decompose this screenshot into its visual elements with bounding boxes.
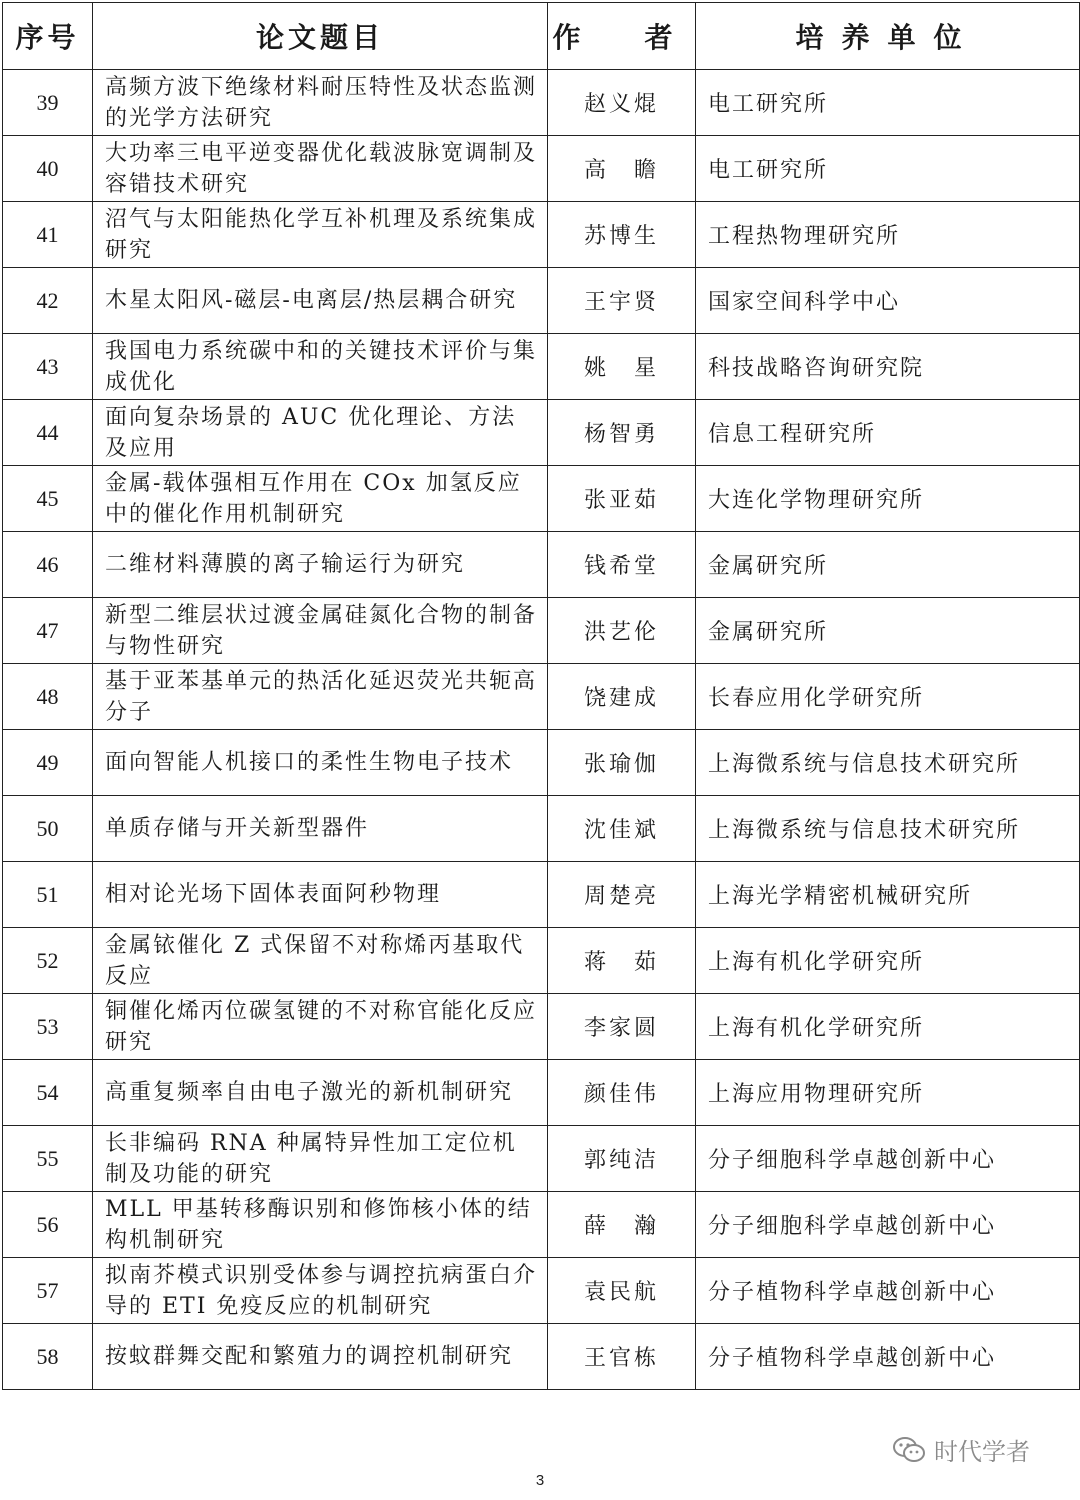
thesis-title: 金属铱催化 Z 式保留不对称烯丙基取代反应 [93, 928, 548, 994]
row-number: 44 [3, 400, 93, 466]
wechat-icon [892, 1436, 926, 1464]
author-name: 苏博生 [548, 202, 696, 268]
table-row [3, 862, 1080, 928]
author-name: 李家圆 [548, 994, 696, 1060]
row-number: 55 [3, 1126, 93, 1192]
training-unit: 国家空间科学中心 [696, 268, 1080, 334]
thesis-title: 面向复杂场景的 AUC 优化理论、方法及应用 [93, 400, 548, 466]
row-number: 48 [3, 664, 93, 730]
thesis-title: 基于亚苯基单元的热活化延迟荧光共轭高分子 [93, 664, 548, 730]
author-name: 高 瞻 [548, 136, 696, 202]
author-name: 郭纯洁 [548, 1126, 696, 1192]
training-unit: 分子细胞科学卓越创新中心 [696, 1126, 1080, 1192]
row-number: 42 [3, 268, 93, 334]
thesis-title: 面向智能人机接口的柔性生物电子技术 [93, 730, 548, 796]
row-number: 49 [3, 730, 93, 796]
table-row [3, 664, 1080, 730]
table-row [3, 928, 1080, 994]
table-row [3, 1126, 1080, 1192]
table-row [3, 136, 1080, 202]
row-number: 57 [3, 1258, 93, 1324]
table-row [3, 1192, 1080, 1258]
author-name: 袁民航 [548, 1258, 696, 1324]
row-number: 41 [3, 202, 93, 268]
row-number: 50 [3, 796, 93, 862]
table-row [3, 70, 1080, 136]
row-number: 40 [3, 136, 93, 202]
thesis-title: 按蚊群舞交配和繁殖力的调控机制研究 [93, 1324, 548, 1390]
author-name: 沈佳斌 [548, 796, 696, 862]
row-number: 58 [3, 1324, 93, 1390]
thesis-title: 相对论光场下固体表面阿秒物理 [93, 862, 548, 928]
table-row [3, 532, 1080, 598]
thesis-title: 高重复频率自由电子激光的新机制研究 [93, 1060, 548, 1126]
author-name: 张瑜伽 [548, 730, 696, 796]
table-row [3, 334, 1080, 400]
author-name: 张亚茹 [548, 466, 696, 532]
wechat-watermark [892, 1432, 1030, 1467]
thesis-title: 高频方波下绝缘材料耐压特性及状态监测的光学方法研究 [93, 70, 548, 136]
thesis-title: 沼气与太阳能热化学互补机理及系统集成研究 [93, 202, 548, 268]
author-name: 王宇贤 [548, 268, 696, 334]
table-row [3, 796, 1080, 862]
row-number: 53 [3, 994, 93, 1060]
author-name: 姚 星 [548, 334, 696, 400]
training-unit: 长春应用化学研究所 [696, 664, 1080, 730]
author-name: 王官栋 [548, 1324, 696, 1390]
author-name: 颜佳伟 [548, 1060, 696, 1126]
table-row [3, 400, 1080, 466]
table-body [3, 70, 1080, 1390]
row-number: 54 [3, 1060, 93, 1126]
training-unit: 工程热物理研究所 [696, 202, 1080, 268]
header-author: 作 者 [548, 3, 696, 70]
author-name: 薛 瀚 [548, 1192, 696, 1258]
row-number: 39 [3, 70, 93, 136]
table-row [3, 598, 1080, 664]
thesis-title: MLL 甲基转移酶识别和修饰核小体的结构机制研究 [93, 1192, 548, 1258]
thesis-title: 木星太阳风-磁层-电离层/热层耦合研究 [93, 268, 548, 334]
header-title: 论文题目 [93, 3, 548, 70]
training-unit: 分子细胞科学卓越创新中心 [696, 1192, 1080, 1258]
table-row [3, 268, 1080, 334]
row-number: 45 [3, 466, 93, 532]
author-name: 杨智勇 [548, 400, 696, 466]
thesis-title: 拟南芥模式识别受体参与调控抗病蛋白介导的 ETI 免疫反应的机制研究 [93, 1258, 548, 1324]
table-row [3, 466, 1080, 532]
table-row [3, 1324, 1080, 1390]
thesis-title: 我国电力系统碳中和的关键技术评价与集成优化 [93, 334, 548, 400]
watermark-text: 时代学者 [934, 1438, 1030, 1466]
thesis-award-table [2, 2, 1080, 1390]
training-unit: 信息工程研究所 [696, 400, 1080, 466]
table-row [3, 1060, 1080, 1126]
header-no: 序号 [3, 3, 93, 70]
table-row [3, 994, 1080, 1060]
header-unit: 培养单位 [696, 3, 1080, 70]
training-unit: 金属研究所 [696, 598, 1080, 664]
training-unit: 上海有机化学研究所 [696, 994, 1080, 1060]
training-unit: 科技战略咨询研究院 [696, 334, 1080, 400]
author-name: 蒋 茹 [548, 928, 696, 994]
training-unit: 上海光学精密机械研究所 [696, 862, 1080, 928]
training-unit: 电工研究所 [696, 70, 1080, 136]
training-unit: 分子植物科学卓越创新中心 [696, 1324, 1080, 1390]
training-unit: 金属研究所 [696, 532, 1080, 598]
row-number: 43 [3, 334, 93, 400]
table-row [3, 1258, 1080, 1324]
training-unit: 分子植物科学卓越创新中心 [696, 1258, 1080, 1324]
author-name: 钱希堂 [548, 532, 696, 598]
author-name: 洪艺伦 [548, 598, 696, 664]
page-number: 3 [535, 1472, 545, 1489]
training-unit: 电工研究所 [696, 136, 1080, 202]
table-row [3, 202, 1080, 268]
row-number: 56 [3, 1192, 93, 1258]
table-row [3, 730, 1080, 796]
training-unit: 上海微系统与信息技术研究所 [696, 796, 1080, 862]
thesis-title: 二维材料薄膜的离子输运行为研究 [93, 532, 548, 598]
row-number: 47 [3, 598, 93, 664]
author-name: 饶建成 [548, 664, 696, 730]
row-number: 52 [3, 928, 93, 994]
thesis-title: 新型二维层状过渡金属硅氮化合物的制备与物性研究 [93, 598, 548, 664]
training-unit: 上海有机化学研究所 [696, 928, 1080, 994]
author-name: 赵义焜 [548, 70, 696, 136]
training-unit: 上海微系统与信息技术研究所 [696, 730, 1080, 796]
thesis-title: 单质存储与开关新型器件 [93, 796, 548, 862]
thesis-title: 大功率三电平逆变器优化载波脉宽调制及容错技术研究 [93, 136, 548, 202]
thesis-title: 铜催化烯丙位碳氢键的不对称官能化反应研究 [93, 994, 548, 1060]
author-name: 周楚亮 [548, 862, 696, 928]
training-unit: 大连化学物理研究所 [696, 466, 1080, 532]
row-number: 51 [3, 862, 93, 928]
table-header-row [3, 3, 1080, 70]
thesis-title: 金属-载体强相互作用在 COx 加氢反应中的催化作用机制研究 [93, 466, 548, 532]
thesis-title: 长非编码 RNA 种属特异性加工定位机制及功能的研究 [93, 1126, 548, 1192]
training-unit: 上海应用物理研究所 [696, 1060, 1080, 1126]
row-number: 46 [3, 532, 93, 598]
